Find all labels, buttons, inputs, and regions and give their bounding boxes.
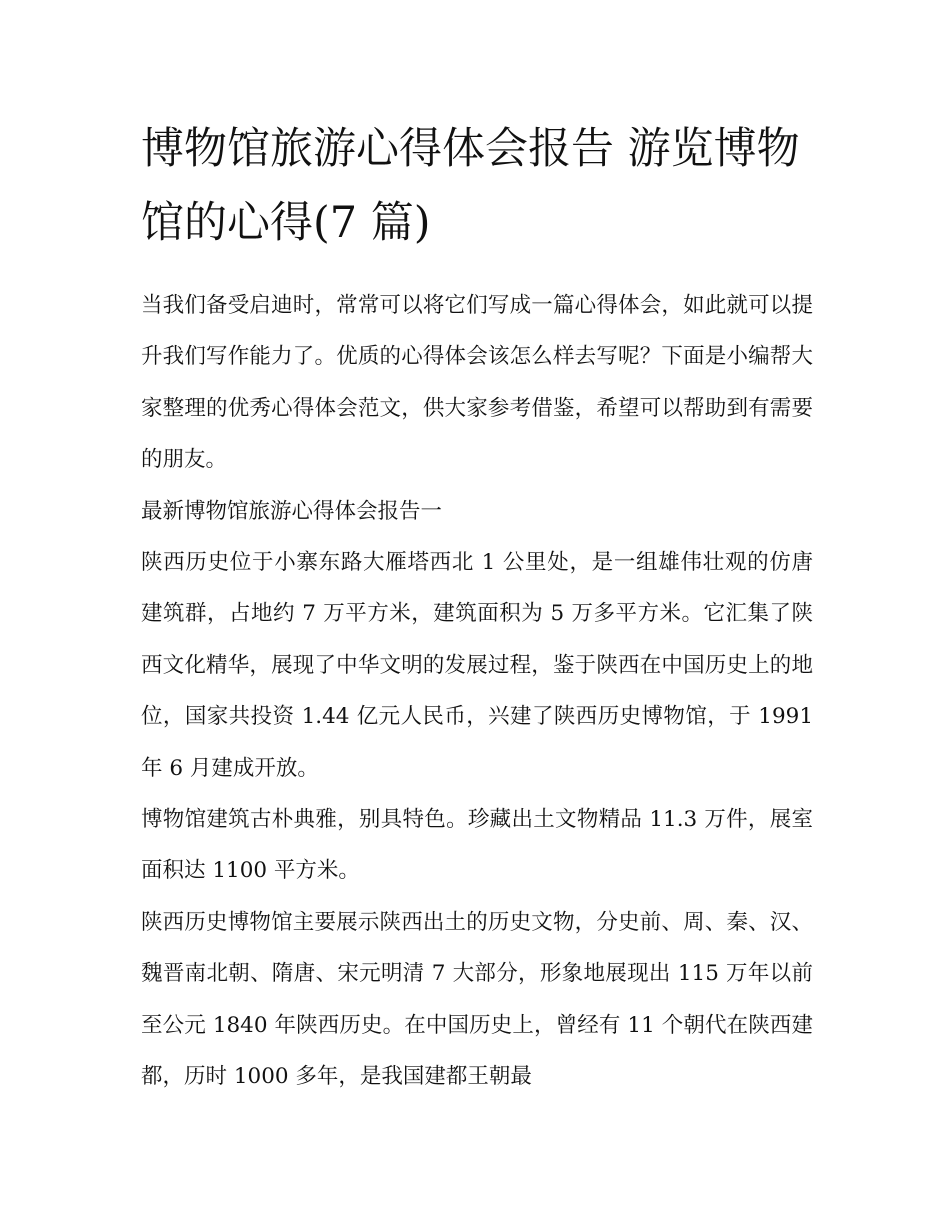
body-paragraph-2: 博物馆建筑古朴典雅，别具特色。珍藏出土文物精品 11.3 万件，展室面积达 1100 平方米。	[141, 807, 813, 884]
body-paragraph-3: 陕西历史博物馆主要展示陕西出土的历史文物，分史前、周、秦、汉、魏晋南北朝、隋唐、宋元明清 7 大部分，形象地展现出 115 万年以前至公元 1840 年陕西历史。在中国历史上，曾经有 11 个朝代在陕西建都，历时 1000 多年，是我国建都王朝最	[141, 909, 813, 1090]
body-paragraph-1: 陕西历史位于小寨东路大雁塔西北 1 公里处，是一组雄伟壮观的仿唐建筑群，占地约 7 万平方米，建筑面积为 5 万多平方米。它汇集了陕西文化精华，展现了中华文明的发展过程，鉴于陕西在中国历史上的地位，国家共投资 1.44 亿元人民币，兴建了陕西历史博物馆，于 1991 年 6 月建成开放。	[141, 550, 813, 781]
intro-paragraph: 当我们备受启迪时，常常可以将它们写成一篇心得体会，如此就可以提升我们写作能力了。优质的心得体会该怎么样去写呢？下面是小编帮大家整理的优秀心得体会范文，供大家参考借鉴，希望可以帮助到有需要的朋友。	[141, 293, 813, 473]
document-body	[141, 280, 813, 1103]
document-title: 博物馆旅游心得体会报告 游览博物馆的心得(7 篇)	[141, 124, 800, 248]
section-heading: 最新博物馆旅游心得体会报告一	[141, 498, 443, 524]
